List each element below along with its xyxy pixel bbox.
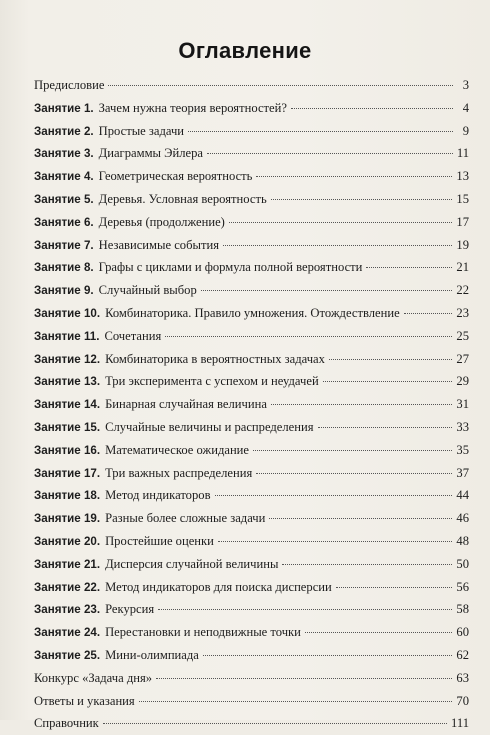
lesson-number: Занятие 1. [34, 101, 94, 115]
lesson-number: Занятие 9. [34, 284, 94, 298]
dot-leader [336, 587, 453, 588]
entry-title: Диаграммы Эйлера [98, 146, 203, 161]
entry-title: Математическое ожидание [105, 442, 250, 457]
dot-leader [305, 632, 452, 633]
toc-entry-heading [34, 74, 104, 97]
dot-leader [323, 381, 453, 382]
table-of-contents [34, 74, 469, 735]
dot-leader [318, 427, 453, 428]
entry-title: Случайный выбор [98, 283, 197, 298]
toc-entry[interactable] [34, 462, 469, 485]
toc-entry-heading [34, 530, 214, 554]
toc-entry-heading [34, 325, 161, 349]
toc-entry-heading [34, 690, 135, 713]
entry-title: Метод индикаторов [105, 488, 211, 503]
lesson-number: Занятие 8. [34, 261, 94, 275]
entry-title: Геометрическая вероятность [98, 169, 253, 184]
page-number: 33 [456, 419, 469, 434]
toc-entry[interactable] [34, 576, 469, 599]
entry-title: Комбинаторика в вероятностных задачах [105, 351, 325, 366]
toc-entry-heading [34, 667, 152, 690]
toc-entry[interactable] [34, 484, 469, 507]
dot-leader [188, 131, 453, 132]
toc-entry[interactable] [34, 621, 469, 644]
lesson-number: Занятие 2. [34, 124, 94, 138]
page-number: 9 [462, 123, 469, 138]
entry-title: Справочник [34, 716, 99, 731]
entry-title: Рекурсия [105, 602, 155, 617]
toc-entry[interactable] [34, 188, 469, 211]
dot-leader [404, 313, 453, 314]
toc-entry-heading [34, 142, 203, 166]
dot-leader [271, 199, 453, 200]
toc-entry-heading [34, 553, 278, 577]
page-number: 19 [456, 237, 469, 252]
entry-title: Сочетания [104, 328, 162, 343]
toc-entry[interactable] [34, 530, 469, 553]
dot-leader [203, 655, 453, 656]
page-number: 35 [456, 442, 469, 457]
dot-leader [269, 518, 452, 519]
page-number: 3 [462, 78, 469, 92]
lesson-number: Занятие 11. [34, 329, 100, 343]
entry-title: Ответы и указания [34, 693, 135, 708]
toc-entry-heading [34, 234, 219, 258]
page-number: 60 [456, 625, 469, 640]
toc-entry[interactable] [34, 256, 469, 279]
dot-leader [271, 404, 452, 405]
page-title: Оглавление [178, 38, 312, 63]
toc-entry-heading [34, 416, 314, 440]
page-number: 70 [456, 693, 469, 708]
toc-entry[interactable] [34, 690, 469, 713]
dot-leader [108, 85, 453, 86]
entry-title: Деревья. Условная вероятность [98, 191, 267, 206]
toc-entry[interactable] [34, 165, 469, 188]
dot-leader [103, 723, 447, 724]
toc-entry[interactable] [34, 142, 469, 165]
dot-leader [253, 450, 452, 451]
lesson-number: Занятие 22. [34, 580, 101, 594]
page-number: 48 [456, 533, 469, 548]
toc-entry[interactable] [34, 712, 469, 735]
toc-entry-heading [34, 120, 184, 144]
toc-entry[interactable] [34, 120, 469, 143]
page-number: 29 [456, 374, 469, 389]
entry-title: Простые задачи [98, 123, 185, 138]
dot-leader [158, 609, 452, 610]
entry-title: Перестановки и неподвижные точки [105, 625, 301, 640]
toc-entry-heading [34, 712, 99, 735]
entry-title: Мини-олимпиада [105, 647, 199, 662]
lesson-number: Занятие 7. [34, 238, 94, 252]
toc-entry[interactable] [34, 393, 469, 416]
toc-entry[interactable] [34, 370, 469, 393]
toc-entry[interactable] [34, 439, 469, 462]
entry-title: Простейшие оценки [105, 533, 214, 548]
toc-entry[interactable] [34, 644, 469, 667]
entry-title: Предисловие [34, 78, 105, 92]
lesson-number: Занятие 13. [34, 375, 101, 389]
lesson-number: Занятие 21. [34, 557, 101, 571]
page-number: 11 [456, 146, 469, 161]
lesson-number: Занятие 6. [34, 215, 94, 229]
toc-entry-heading [34, 576, 332, 600]
dot-leader [215, 495, 453, 496]
dot-leader [256, 176, 452, 177]
entry-title: Три эксперимента с успехом и неудачей [105, 374, 319, 389]
page-number: 13 [456, 169, 469, 184]
entry-title: Случайные величины и распределения [105, 419, 314, 434]
toc-entry-heading [34, 393, 267, 417]
lesson-number: Занятие 24. [34, 626, 101, 640]
page-number: 23 [456, 305, 469, 320]
toc-entry-heading [34, 621, 301, 645]
page-number: 50 [456, 556, 469, 571]
lesson-number: Занятие 20. [34, 534, 101, 548]
lesson-number: Занятие 14. [34, 398, 101, 412]
toc-entry-heading [34, 507, 265, 531]
toc-entry-heading [34, 302, 400, 326]
toc-entry-heading [34, 484, 211, 508]
toc-entry[interactable] [34, 74, 469, 97]
dot-leader [139, 701, 453, 702]
toc-entry[interactable] [34, 507, 469, 530]
dot-leader [282, 564, 452, 565]
lesson-number: Занятие 18. [34, 489, 101, 503]
dot-leader [329, 359, 452, 360]
page-number: 111 [451, 716, 469, 731]
dot-leader [201, 290, 453, 291]
dot-leader [165, 336, 452, 337]
dot-leader [223, 245, 452, 246]
toc-entry[interactable] [34, 348, 469, 371]
page-number: 15 [456, 191, 469, 206]
lesson-number: Занятие 4. [34, 170, 94, 184]
page-number: 58 [456, 602, 469, 617]
toc-entry-heading [34, 256, 362, 280]
toc-entry[interactable] [34, 302, 469, 325]
page-number: 62 [456, 647, 469, 662]
entry-title: Зачем нужна теория вероятностей? [98, 100, 287, 115]
lesson-number: Занятие 16. [34, 443, 101, 457]
entry-title: Конкурс «Задача дня» [34, 670, 153, 685]
toc-entry-heading [34, 370, 319, 394]
toc-entry[interactable] [34, 325, 469, 348]
lesson-number: Занятие 25. [34, 648, 101, 662]
dot-leader [229, 222, 453, 223]
entry-title: Комбинаторика. Правило умножения. Отождествление [105, 305, 400, 320]
toc-entry[interactable] [34, 553, 469, 576]
entry-title: Деревья (продолжение) [98, 214, 225, 229]
lesson-number: Занятие 10. [34, 306, 101, 320]
dot-leader [218, 541, 453, 542]
toc-entry[interactable] [34, 97, 469, 120]
toc-entry-heading [34, 188, 267, 212]
toc-entry[interactable] [34, 279, 469, 302]
lesson-number: Занятие 3. [34, 147, 94, 161]
lesson-number: Занятие 23. [34, 603, 101, 617]
dot-leader [207, 153, 453, 154]
toc-entry-heading [34, 598, 154, 622]
page-number: 4 [462, 100, 469, 115]
page-number: 37 [456, 465, 469, 480]
page-number: 27 [456, 351, 469, 366]
page-number: 22 [456, 283, 469, 298]
entry-title: Бинарная случайная величина [105, 397, 267, 412]
entry-title: Независимые события [98, 237, 220, 252]
lesson-number: Занятие 15. [34, 420, 101, 434]
entry-title: Разные более сложные задачи [105, 511, 266, 526]
entry-title: Метод индикаторов для поиска дисперсии [105, 579, 332, 594]
page-number: 56 [456, 579, 469, 594]
toc-entry[interactable] [34, 416, 469, 439]
lesson-number: Занятие 19. [34, 512, 101, 526]
toc-entry-heading [34, 279, 197, 303]
dot-leader [256, 473, 452, 474]
entry-title: Дисперсия случайной величины [105, 556, 279, 571]
dot-leader [291, 108, 453, 109]
lesson-number: Занятие 5. [34, 192, 94, 206]
toc-entry[interactable] [34, 598, 469, 621]
page-number: 17 [456, 214, 469, 229]
toc-entry-heading [34, 97, 287, 121]
page-number: 21 [456, 260, 469, 275]
page-number: 44 [456, 488, 469, 503]
page-number: 63 [456, 670, 469, 685]
lesson-number: Занятие 17. [34, 466, 101, 480]
toc-entry[interactable] [34, 234, 469, 257]
toc-entry[interactable] [34, 667, 469, 690]
toc-entry-heading [34, 211, 225, 235]
toc-entry-heading [34, 644, 199, 668]
toc-entry-heading [34, 439, 249, 463]
toc-entry-heading [34, 462, 252, 486]
page-number: 31 [456, 397, 469, 412]
entry-title: Графы с циклами и формула полной вероятности [98, 260, 363, 275]
toc-entry-heading [34, 348, 325, 372]
page-number: 46 [456, 511, 469, 526]
entry-title: Три важных распределения [105, 465, 253, 480]
lesson-number: Занятие 12. [34, 352, 101, 366]
page-number: 25 [456, 328, 469, 343]
toc-entry-heading [34, 165, 252, 189]
dot-leader [156, 678, 452, 679]
dot-leader [366, 267, 452, 268]
toc-entry[interactable] [34, 211, 469, 234]
